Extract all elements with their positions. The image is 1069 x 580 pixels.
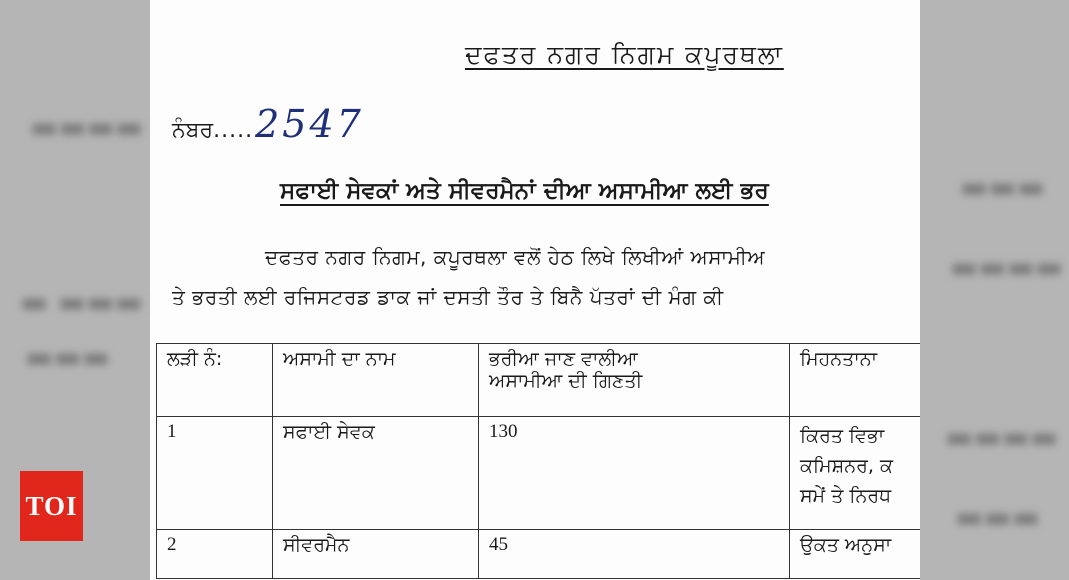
row-post-name: ਸਫਾਈ ਸੇਵਕ <box>273 417 479 530</box>
row-post-count: 130 <box>479 417 790 530</box>
toi-logo: TOI <box>20 471 83 541</box>
vacancy-table <box>156 343 920 579</box>
header-serial: ਲੜੀ ਨੰ: <box>157 344 273 417</box>
paragraph-line-1: ਦਫਤਰ ਨਗਰ ਨਿਗਮ, ਕਪੂਰਥਲਾ ਵਲੋਂ ਹੇਠ ਲਿਖੇ ਲਿਖੀਆਂ ਅਸਾਮੀਅ <box>265 245 766 269</box>
row-serial: 1 <box>157 417 273 530</box>
row-serial: 2 <box>157 530 273 579</box>
table-row <box>157 530 921 579</box>
header-remuneration: ਮਿਹਨਤਾਨਾ <box>790 344 921 417</box>
notice-heading: ਸਫਾਈ ਸੇਵਕਾਂ ਅਤੇ ਸੀਵਰਮੈਨਾਂ ਦੀਆ ਅਸਾਮੀਆ ਲਈ ਭਰ <box>280 178 769 204</box>
row-remuneration: ਉਕਤ ਅਨੁਸਾ <box>790 530 921 579</box>
header-post-count <box>479 344 790 417</box>
row-post-name: ਸੀਵਰਮੈਨ <box>273 530 479 579</box>
header-post-name: ਅਸਾਮੀ ਦਾ ਨਾਮ <box>273 344 479 417</box>
handwritten-number: 2547 <box>255 102 364 146</box>
reference-number <box>172 102 364 146</box>
remuneration-line-3: ਸਮੇਂ ਤੇ ਨਿਰਧ <box>800 485 892 507</box>
header-post-count-line-1: ਭਰੀਆ ਜਾਣ ਵਾਲੀਆ <box>489 348 638 370</box>
header-post-count-line-2: ਅਸਾਮੀਆ ਦੀ ਗਿਣਤੀ <box>489 370 643 392</box>
table-header-row <box>157 344 921 417</box>
number-label: ਨੰਬਰ <box>172 118 214 143</box>
remuneration-line-1: ਕਿਰਤ ਵਿਭਾ <box>800 425 885 447</box>
remuneration-line-2: ਕਮਿਸ਼ਨਰ, ਕ <box>800 455 893 477</box>
document-page <box>150 0 920 580</box>
row-post-count: 45 <box>479 530 790 579</box>
row-remuneration <box>790 417 921 530</box>
blurred-background-right: ▬▬▬ ▬▬▬▬ ▬▬▬▬ ▬▬▬ <box>920 0 1069 580</box>
number-dots: ...... <box>213 118 262 143</box>
office-title: ਦਫਤਰ ਨਗਰ ਨਿਗਮ ਕਪੂਰਥਲਾ <box>465 40 784 69</box>
blurred-background-left: ▬▬▬▬ ▬ ▬▬▬ ▬▬▬ <box>0 0 150 580</box>
table-row <box>157 417 921 530</box>
paragraph-line-2: ਤੇ ਭਰਤੀ ਲਈ ਰਜਿਸਟਰਡ ਡਾਕ ਜਾਂ ਦਸਤੀ ਤੌਰ ਤੇ ਬਿਨੈ ਪੱਤਰਾਂ ਦੀ ਮੰਗ ਕੀ <box>172 285 724 309</box>
